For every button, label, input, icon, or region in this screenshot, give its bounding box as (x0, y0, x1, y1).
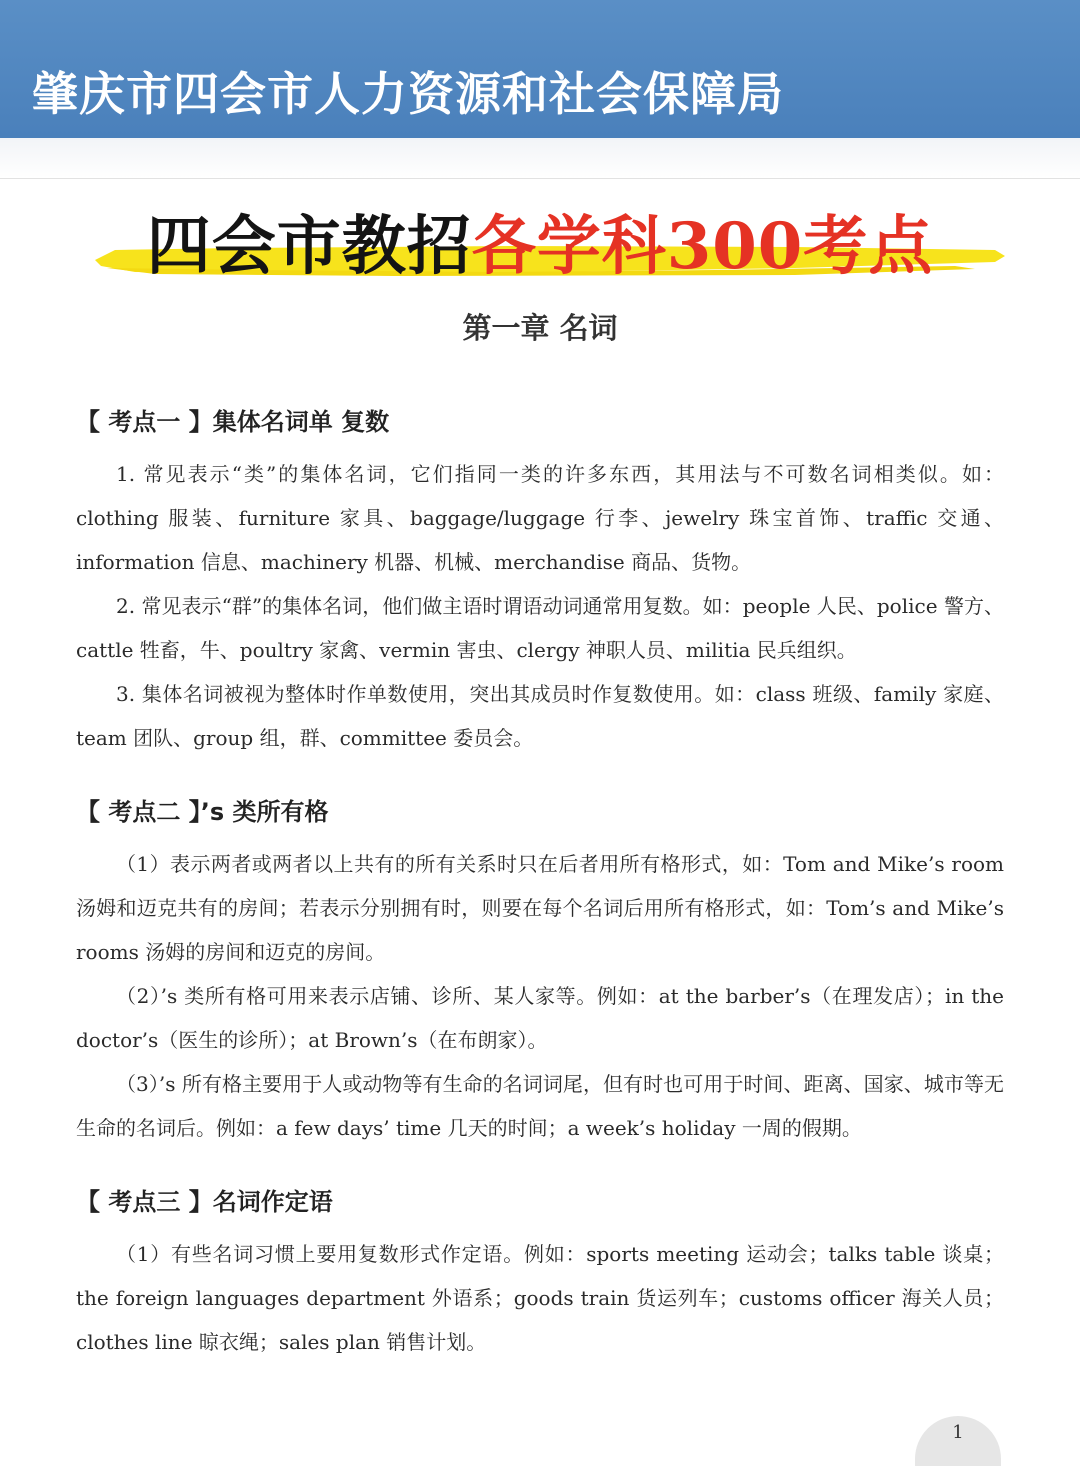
paragraph-1-1: 1. 常见表示“类”的集体名词，它们指同一类的许多东西，其用法与不可数名词相类似。如：clothing 服装、furniture 家具、baggage/luggage 行李、jewelry 珠宝首饰、traffic 交通、information 信息、machinery 机器、机械、merchandise 商品、货物。 (76, 462, 1004, 574)
paragraph-1-3: 3. 集体名词被视为整体时作单数使用，突出其成员时作复数使用。如：class 班级、family 家庭、team 团队、group 组，群、committee 委员会。 (76, 682, 1004, 750)
header-banner (0, 0, 1080, 138)
title-part-red: 各学科300考点 (471, 209, 934, 284)
paragraph-2-1: （1）表示两者或两者以上共有的所有关系时只在后者用所有格形式，如：Tom and Mike’s room 汤姆和迈克共有的房间；若表示分别拥有时，则要在每个名词后用所有格形式，如：Tom’s and Mike’s rooms 汤姆的房间和迈克的房间。 (76, 852, 1004, 964)
paragraph-1-2: 2. 常见表示“群”的集体名词，他们做主语时谓语动词通常用复数。如：people 人民、police 警方、cattle 牲畜，牛、poultry 家禽、vermin 害虫、clergy 神职人员、militia 民兵组织。 (76, 594, 1004, 662)
paragraph-2-3: （3）’s 所有格主要用于人或动物等有生命的名词词尾，但有时也可用于时间、距离、国家、城市等无生命的名词后。例如：a few days’ time 几天的时间；a week’s holiday 一周的假期。 (76, 1072, 1004, 1140)
paragraph-2-2: （2）’s 类所有格可用来表示店铺、诊所、某人家等。例如：at the barber’s（在理发店）；in the doctor’s（医生的诊所）；at Brown’s（在布朗家）。 (76, 984, 1004, 1052)
page-number-tab (915, 1416, 1001, 1466)
chapter-heading: 第一章 名词 (462, 311, 618, 345)
section-heading-2: 【 考点二 】’s 类所有格 (76, 798, 329, 826)
section-heading-3: 【 考点三 】名词作定语 (76, 1188, 333, 1216)
document-title (0, 195, 1080, 287)
section-heading-1: 【 考点一 】集体名词单 复数 (76, 408, 390, 436)
organization-title: 肇庆市四会市人力资源和社会保障局 (32, 67, 784, 121)
paragraph-3-1: （1）有些名词习惯上要用复数形式作定语。例如：sports meeting 运动会；talks table 谈桌；the foreign languages department 外语系；goods train 货运列车；customs officer 海关人员；clothes line 晾衣绳；sales plan 销售计划。 (76, 1242, 1004, 1354)
title-part-black: 四会市教招 (146, 209, 472, 284)
header-divider (0, 138, 1080, 179)
title-block (0, 190, 1080, 290)
page-number: 1 (952, 1422, 964, 1443)
